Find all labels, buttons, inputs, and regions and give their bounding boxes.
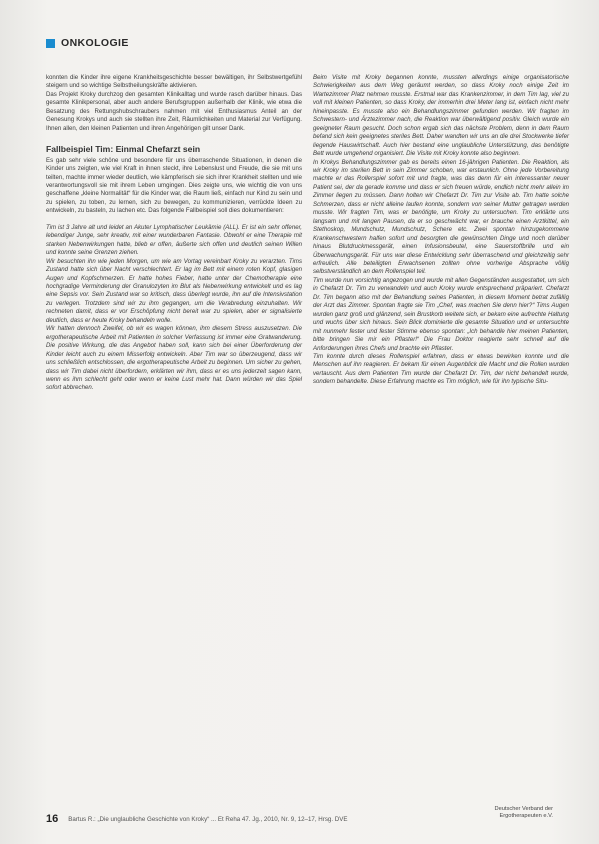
section-header (46, 37, 129, 49)
left-column (46, 74, 302, 393)
case-paragraph: Wir hatten dennoch Zweifel, ob wir es wagen können, ihm diesem Stress auszusetzen. Die ergotherapeutische Arbeit mit Patienten in solcher Verfassung ist immer eine Gratwanderung. Die positive Wirkung, die das Angebot haben soll, kann sich bei einer Überforderung der Kinder leicht auch zu einem Misserfolg entwickeln. Aber Tim war so überzeugend, dass wir uns schließlich entschlossen, die ergotherapeutische Arbeit zu beginnen. Um sicher zu gehen, dass wir Tim dabei nicht überfordern, erklärten wir ihm, dass er es uns jederzeit sagen kann, wenn es ihm schlecht geht oder wenn er keine Lust mehr hat. Dann würden wir das Spiel sofort abbrechen. (46, 325, 302, 392)
publisher-mark (495, 806, 554, 820)
subheading: Fallbeispiel Tim: Einmal Chefarzt sein (46, 144, 201, 155)
paragraph: Es gab sehr viele schöne und besondere für uns überraschende Situationen, in denen die Kinder uns zeigten, wie viel Kraft in ihnen steckt, ihre Lebenslust und Freude, die sie mit uns teilten, machte immer wieder deutlich, wie kämpferisch sie sich ihrer Krankheit stellten und wie verantwortungsvoll sie mit ihrem Leben umgingen. Dies zeigte uns, wie wichtig die von uns geschaffene „kleine Normalität“ für die Kinder war, die Raum ließ, einfach nur Kind zu sein und zu spielen, zu toben, zu lernen, sich zu bewegen, zu kommunizieren, verrückte Ideen zu entwickeln, zu basteln, zu lachen etc. Das folgende Fallbeispiel soll dies dokumentieren: (46, 156, 302, 215)
case-paragraph: In Krokys Behandlungszimmer gab es bereits einen 16-jährigen Patienten. Die Reaktion, als wir Kroky im sterilen Bett in sein Zimmer schoben, war erstaunlich. Ohne jede Vorbereitung machte er das Rollerspiel sofort mit und fragte, was das denn für ein interessanter neuer Patient sei, der da gerade komme und dass er sich freuen würde, endlich nicht mehr allein im Zimmer liegen zu müssen. Dann holten wir Chefarzt Dr. Tim zur Visite ab. Tim hatte solche Schmerzen, dass er nicht alleine laufen konnte, sondern von seiner Mutter getragen werden musste. Wir fragten Tim, was er benötigte, um Kroky zu untersuchen. Tim erklärte uns langsam und mit langen Pausen, da er so geschwächt war, er brauche einen Arztkittel, ein Stethoskop, Mundschutz, Mundschutz, Schere etc. Zwei spontan hinzugekommene Krankenschwestern halfen sofort und besorgten die gewünschten Dinge und noch darüber hinaus Blutdruckmessgerät, einen Infusionsbeutel, eine Sauerstoffbrille und ein Überwachungsgerät. Für uns war diese Entwicklung sehr überraschend und gleichzeitig sehr erfreulich. Alle beteiligten Erwachsenen zollten ohne vorherige Absprache völlig selbstverständlich an dem Rollenspiel teil. (313, 158, 569, 276)
publisher-line: Deutscher Verband der (494, 806, 553, 812)
case-paragraph: Wir besuchten ihn wie jeden Morgen, um wie am Vortag vereinbart Kroky zu verarzten. Tims Zustand hatte sich über Nacht verschlechtert. Er lag im Bett mit einem roten Kopf, glasigen Augen und Kopfschmerzen. Er hatte hohes Fieber, hatte unter der Chemotherapie eine hochgradige Verminderung der Granulozyten im Blut als Nebenwirkung entwickelt und es lag eine Sepsis vor. Sein Zustand war so kritisch, dass überlegt wurde, ihn auf die Intensivstation zu verlegen. Trotzdem sind wir zu ihm gegangen, um die Verabredung einzuhalten. Wir rechneten damit, dass er vor Erschöpfung nicht bereit war zu spielen, aber er signalisierte deutlich, dass er heute Kroky behandeln wolle. (46, 257, 302, 324)
paragraph: Das Projekt Kroky durchzog den gesamten Klinikalltag und wurde rasch darüber hinaus. Das gesamte Klinikpersonal, aber auch andere Berufsgruppen außerhalb der Klinik, wie etwa die Besatzung des Rettungshubschraubers nahmen mit viel Enthusiasmus Anteil an der Genesung Krokys und auch sie stellten ihre Zeit, Räumlichkeiten und Material zur Verfügung. Ihnen allen, den kleinen Patienten und ihren Angehörigen gilt unser Dank. (46, 90, 302, 132)
publisher-line: Ergotherapeuten e.V. (499, 813, 553, 820)
case-paragraph: Tim konnte durch dieses Rollenspiel erfahren, dass er etwas bewirken konnte und die Menschen auf ihn reagieren. Er bekam für einen Augenblick die Macht und die Rollen wurden vertauscht. Aus dem Patienten Tim wurde der Chefarzt Dr. Tim, der nicht behandelt wurde, sondern behandelte. Diese Erfahrung machte es Tim möglich, wie für ihn typische Situ- (313, 352, 569, 386)
paragraph: konnten die Kinder ihre eigene Krankheitsgeschichte besser bewältigen, ihr Selbstwertgefühl steigern und so wichtige Selbstheilungskräfte aktivieren. (46, 74, 302, 90)
page-number: 16 (46, 813, 59, 825)
right-column (313, 74, 569, 387)
case-paragraph: Tim wurde nun vorsichtig angezogen und wurde mit allen Gegenständen ausgestattet, um sich in Chefarzt Dr. Tim zu verwandeln und auch Kroky wurde entsprechend präpariert. Chefarzt Dr. Tim begann also mit der Behandlung seines Patienten, in diesem Moment betrat zufällig der Arzt das Zimmer. Spontan fragte sie Tim „Chef, was machen Sie denn hier?“ Tims Augen wurden ganz groß und glänzend, sein Brustkorb weitete sich, er bekam eine aufrechte Haltung und wuchs über sich hinaus. Sein Blick dominierte die gesamte Situation und er untersuchte mit nunmehr fester und fester Stimme ebenso spontan: „Ich behandle hier meinen Patienten, bitte bringen Sie mir ein Pflaster!“ Die Frau Doktor reagierte sehr schnell auf die Anforderungen ihres Chefs und brachte ein Pflaster. (313, 276, 569, 352)
case-paragraph: Beim Visite mit Kroky begannen konnte, mussten allerdings einige organisatorische Schwierigkeiten aus dem Weg geräumt werden, so dass Kroky noch einige Zeit im Wartezimmer Platz nehmen musste. Erstmal war das Krankenzimmer, in dem Tim lag, viel zu voll mit kleinen Patienten, so dass Kroky, der immerhin drei Meter lang ist, einfach nicht mehr hineinpasste. Es musste also ein Behandlungszimmer gefunden werden. Wir fragten im Schwestern- und Ärztezimmer nach, die Reaktion war überwältigend positiv. Gleich wurde ein geeigneter Raum gesucht. Doch schon ergab sich das nächste Problem, denn in dem Raum befand sich kein geeignetes steriles Bett. Daher wandten wir uns an die drei Stockwerke tiefer liegende Hauswirtschaft. Auch hier bestand eine unglaubliche Unterstützung, das benötigte Bett wurde umgehend organisiert. Die Visite mit Kroky konnte also beginnen. (313, 74, 569, 158)
section-label: ONKOLOGIE (61, 37, 129, 49)
footer-citation: Bartus R.: „Die unglaubliche Geschichte von Kroky“ ... Et Reha 47. Jg., 2010, Nr. 9, 12–17, Hrsg. DVE (68, 815, 348, 823)
page-footer (46, 813, 348, 825)
section-marker-square (46, 39, 55, 48)
case-paragraph: Tim ist 3 Jahre alt und leidet an Akuter Lymphatischer Leukämie (ALL). Er ist ein sehr offener, lebendiger Junge, sehr kreativ, mit einer wunderbaren Fantasie. Obwohl er eine Therapie mit starken Nebenwirkungen hatte, blieb er offen, äußerte sich offen und deutlich seinen Willen und konnte seine Grenzen ziehen. (46, 223, 302, 257)
